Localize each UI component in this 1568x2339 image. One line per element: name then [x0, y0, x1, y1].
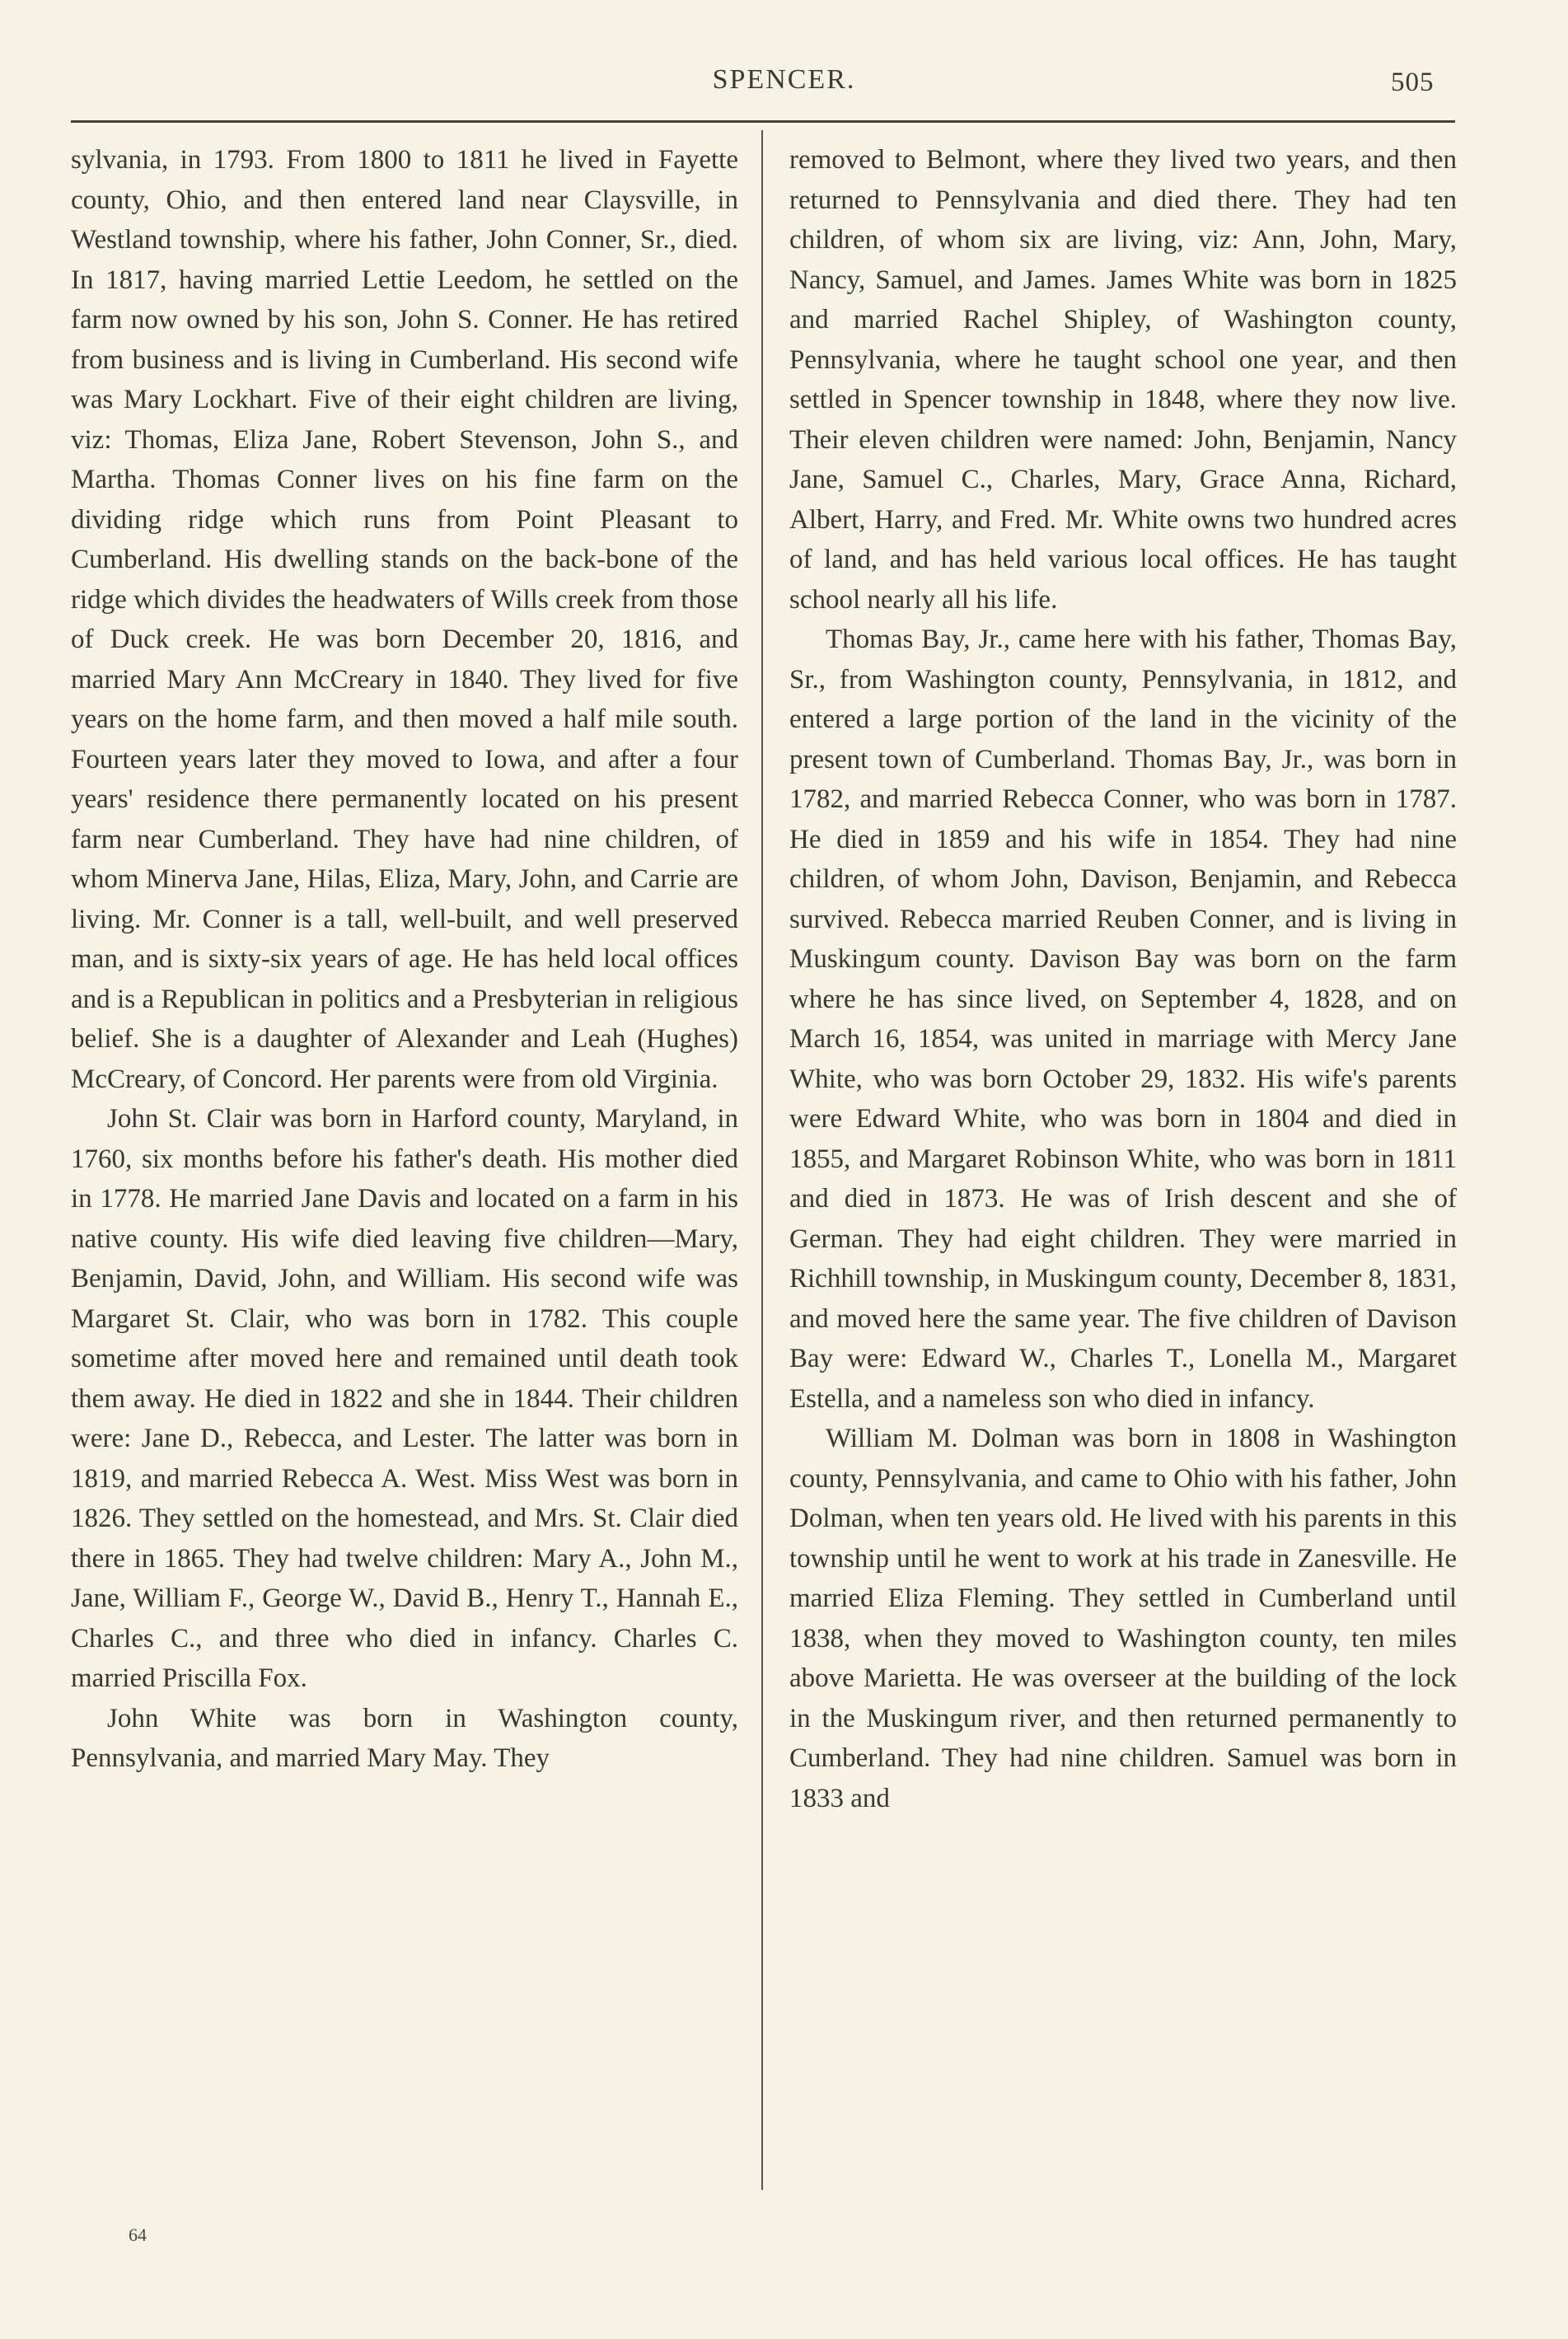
page-number: 505	[1391, 68, 1435, 97]
column-divider	[761, 130, 763, 2190]
paragraph: William M. Dolman was born in 1808 in Washington county, Pennsylvania, and came to Ohio with his father, John Dolman, when ten years old. He lived with his parents in this township until he went to work at his trade in Zanesville. He married Eliza Fleming. They settled in Cumberland until 1838, when they moved to Washington county, ten miles above Marietta. He was overseer at the building of the lock in the Muskingum river, and then returned permanently to Cumberland. They had nine children. Samuel was born in 1833 and	[789, 1424, 1457, 1813]
left-column	[71, 140, 738, 1779]
paragraph: removed to Belmont, where they lived two years, and then returned to Pennsylvania and died there. They had ten children, of whom six are living, viz: Ann, John, Mary, Nancy, Samuel, and James. James White was born in 1825 and married Rachel Shipley, of Washington county, Pennsylvania, where he taught school one year, and then settled in Spencer township in 1848, where they now live. Their eleven children were named: John, Benjamin, Nancy Jane, Samuel C., Charles, Mary, Grace Anna, Richard, Albert, Harry, and Fred. Mr. White owns two hundred acres of land, and has held various local offices. He has taught school nearly all his life.	[789, 145, 1457, 615]
paragraph: sylvania, in 1793. From 1800 to 1811 he lived in Fayette county, Ohio, and then entered land near Claysville, in Westland township, where his father, John Conner, Sr., died. In 1817, having married Lettie Leedom, he settled on the farm now owned by his son, John S. Conner. He has retired from business and is living in Cumberland. His second wife was Mary Lockhart. Five of their eight children are living, viz: Thomas, Eliza Jane, Robert Stevenson, John S., and Martha. Thomas Conner lives on his fine farm on the dividing ridge which runs from Point Pleasant to Cumberland. His dwelling stands on the back-bone of the ridge which divides the headwaters of Wills creek from those of Duck creek. He was born December 20, 1816, and married Mary Ann McCreary in 1840. They lived for five years on the home farm, and then moved a half mile south. Fourteen years later they moved to Iowa, and after a four years' residence there permanently located on his present farm near Cumberland. They have had nine children, of whom Minerva Jane, Hilas, Eliza, Mary, John, and Carrie are living. Mr. Conner is a tall, well-built, and well preserved man, and is sixty-six years of age. He has held local offices and is a Republican in politics and a Presbyterian in religious belief. She is a daughter of Alexander and Leah (Hughes) McCreary, of Concord. Her parents were from old Virginia.	[71, 145, 738, 1094]
right-column	[789, 140, 1457, 1818]
signature-mark: 64	[129, 2224, 147, 2245]
running-head-title: SPENCER.	[712, 64, 856, 95]
paragraph: John St. Clair was born in Harford county, Maryland, in 1760, six months before his father's death. His mother died in 1778. He married Jane Davis and located on a farm in his native county. His wife died leaving five children—Mary, Benjamin, David, John, and William. His second wife was Margaret St. Clair, who was born in 1782. This couple sometime after moved here and remained until death took them away. He died in 1822 and she in 1844. Their children were: Jane D., Rebecca, and Lester. The latter was born in 1819, and married Rebecca A. West. Miss West was born in 1826. They settled on the homestead, and Mrs. St. Clair died there in 1865. They had twelve children: Mary A., John M., Jane, William F., George W., David B., Henry T., Hannah E., Charles C., and three who died in infancy. Charles C. married Priscilla Fox.	[71, 1104, 738, 1693]
paragraph: John White was born in Washington county, Pennsylvania, and married Mary May. They	[71, 1703, 738, 1773]
paragraph: Thomas Bay, Jr., came here with his father, Thomas Bay, Sr., from Washington county, Pennsylvania, in 1812, and entered a large portion of the land in the vicinity of the present town of Cumberland. Thomas Bay, Jr., was born in 1782, and married Rebecca Conner, who was born in 1787. He died in 1859 and his wife in 1854. They had nine children, of whom John, Davison, Benjamin, and Rebecca survived. Rebecca married Reuben Conner, and is living in Muskingum county. Davison Bay was born on the farm where he has since lived, on September 4, 1828, and on March 16, 1854, was united in marriage with Mercy Jane White, who was born October 29, 1832. His wife's parents were Edward White, who was born in 1804 and died in 1855, and Margaret Robinson White, who was born in 1811 and died in 1873. He was of Irish descent and she of German. They had eight children. They were married in Richhill township, in Muskingum county, December 8, 1831, and moved here the same year. The five children of Davison Bay were: Edward W., Charles T., Lonella M., Margaret Estella, and a nameless son who died in infancy.	[789, 625, 1457, 1414]
header-rule	[71, 120, 1455, 123]
